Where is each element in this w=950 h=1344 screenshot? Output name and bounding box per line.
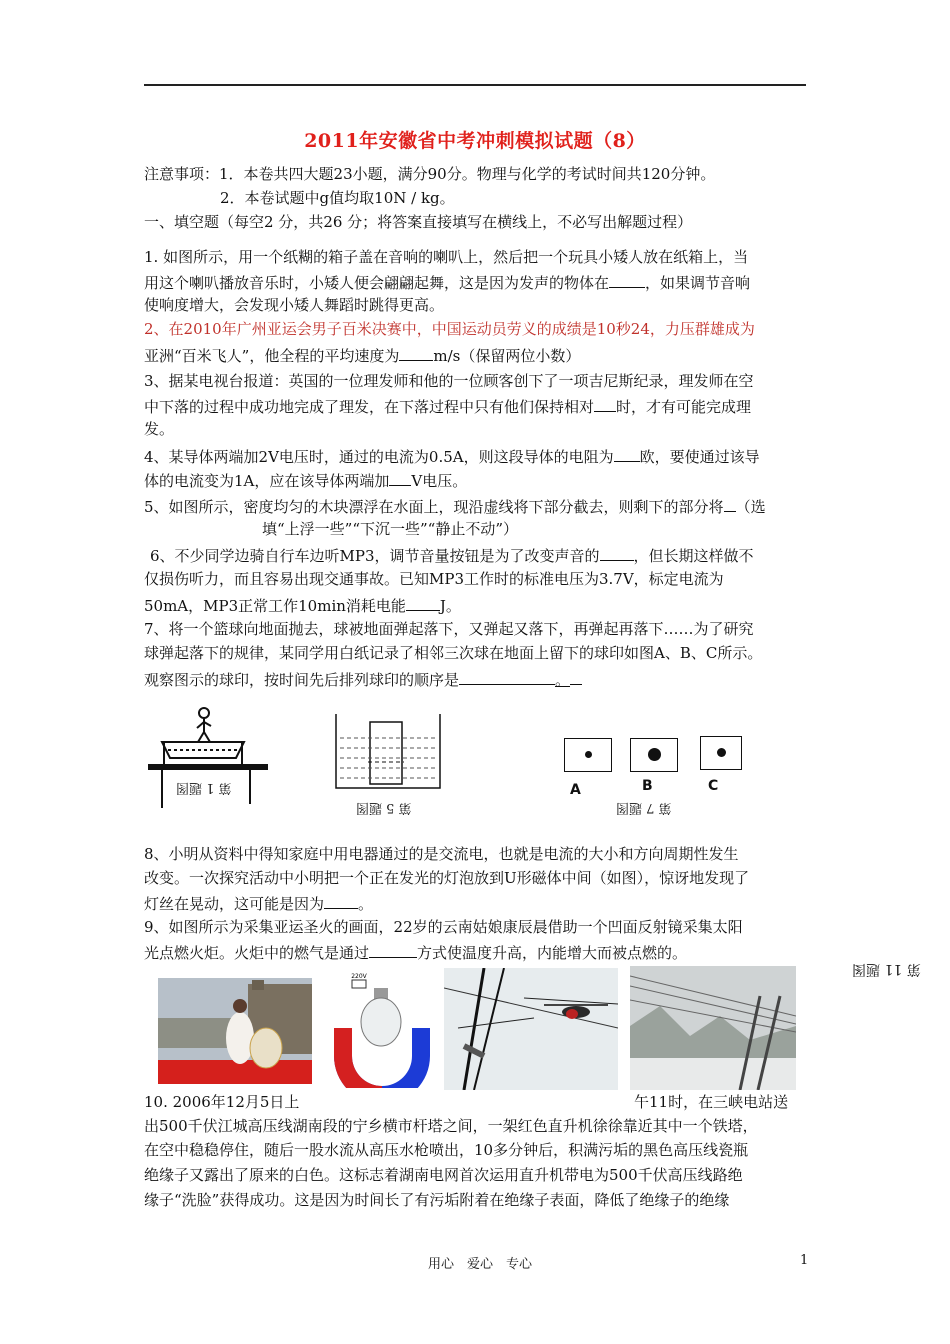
q9-line-a: 9、如图所示为采集亚运圣火的画面，22岁的云南姑娘康辰晨借助一个凹面反射镜采集太阳 <box>144 918 743 936</box>
q10-line-d: 绝缘子又露出了原来的白色。这标志着湖南电网首次运用直升机带电为500千伏高压线路绝 <box>144 1166 743 1184</box>
q1-line-a: 1. 如图所示，用一个纸糊的箱子盖在音响的喇叭上，然后把一个玩具小矮人放在纸箱上，当 <box>144 248 749 266</box>
q10-line-e: 缘子“洗脸”获得成功。这是因为时间长了有污垢附着在绝缘子表面，降低了绝缘子的绝缘 <box>144 1191 730 1209</box>
q7-line-a: 7、将一个篮球向地面抛去，球被地面弹起落下，又弹起又落下，再弹起再落下……为了研究 <box>144 620 754 638</box>
answer-blank[interactable] <box>406 596 440 611</box>
q8-line-a: 8、小明从资料中得知家庭中用电器通过的是交流电，也就是电流的大小和方向周期性发生 <box>144 845 739 863</box>
torch-lighting-photo <box>158 978 312 1084</box>
ball-print-c <box>700 736 742 770</box>
q8-line-b: 改变。一次探究活动中小明把一个正在发光的灯泡放到U形磁体中间（如图），惊讶地发现了 <box>144 869 750 887</box>
q2-line-b: 亚洲“百米飞人”，他全程的平均速度为 m/s（保留两位小数） <box>144 347 581 365</box>
q2-line-a: 2、在2010年广州亚运会男子百米决赛中，中国运动员劳义的成绩是10秒24，力压群雄成为 <box>144 320 755 338</box>
q10-line-b: 出500千伏江城高压线湖南段的宁乡横市杆塔之间，一架红色直升机徐徐靠近其中一个铁塔， <box>144 1117 758 1135</box>
q3-line-a: 3、据某电视台报道：英国的一位理发师和他的一位顾客创下了一项吉尼斯纪录，理发师在空 <box>144 372 754 390</box>
label-b: B <box>642 778 653 794</box>
answer-blank[interactable] <box>594 397 616 412</box>
q7-line-c: 观察图示的球印，按时间先后排列球印的顺序是 。 <box>144 670 582 688</box>
q5-line-a: 5、如图所示，密度均匀的木块漂浮在水面上，现沿虚线将下部分截去，则剩下的部分将 （选 <box>144 498 766 516</box>
q5-line-b: 填“上浮一些”“下沉一些”“静止不动”） <box>262 520 519 538</box>
q7-line-b: 球弹起落下的规律，某同学用白纸记录了相邻三次球在地面上留下的球印如图A、B、C所示。 <box>144 644 763 662</box>
answer-blank[interactable] <box>600 546 634 561</box>
answer-blank[interactable] <box>389 471 411 486</box>
figure-1-caption: 第 1 题图 <box>176 780 232 795</box>
helicopter-power-line-photo <box>444 968 618 1090</box>
figure-7-caption: 第 7 题图 <box>616 800 672 815</box>
svg-text:220V: 220V <box>351 973 367 980</box>
answer-blank[interactable] <box>614 447 640 462</box>
q10-line-a: 10. 2006年12月5日上 <box>144 1093 300 1111</box>
label-a: A <box>570 782 581 798</box>
label-c: C <box>708 778 719 794</box>
ball-print-a <box>564 738 612 772</box>
figure-5-floating-block <box>330 710 446 792</box>
bulb-magnet-diagram <box>324 970 440 1088</box>
q6-line-b: 仅损伤听力，而且容易出现交通事故。已知MP3工作时的标准电压为3.7V，标定电流为 <box>144 570 724 588</box>
ball-print-b <box>630 738 678 772</box>
q4-line-b: 体的电流变为1A，应在该导体两端加 V电压。 <box>144 472 468 490</box>
answer-blank[interactable] <box>369 943 417 958</box>
q8-line-c: 灯丝在晃动，这可能是因为 。 <box>144 895 374 913</box>
footer-motto: 用心 爱心 专心 <box>428 1257 533 1272</box>
notes-line-2: 2．本卷试题中g值均取10N / kg。 <box>220 189 455 207</box>
figure-11-caption: 第 11 题图 <box>852 961 921 977</box>
q3-line-b: 中下落的过程中成功地完成了理发，在下落过程中只有他们保持相对 时，才有可能完成理 <box>144 398 752 416</box>
q1-line-b: 用这个喇叭播放音乐时，小矮人便会翩翩起舞，这是因为发声的物体在 ，如果调节音响 <box>144 274 751 292</box>
answer-blank[interactable] <box>399 346 433 361</box>
q10-line-a2: 午11时，在三峡电站送 <box>634 1093 789 1111</box>
q9-line-b: 光点燃火炬。火炬中的燃气是通过 方式使温度升高，内能增大而被点燃的。 <box>144 944 688 962</box>
q4-line-a: 4、某导体两端加2V电压时，通过的电流为0.5A，则这段导体的电阻为 欧，要使通过该导 <box>144 448 760 466</box>
q1-line-c: 使响度增大，会发现小矮人舞蹈时跳得更高。 <box>144 296 445 314</box>
figure-5-caption: 第 5 题图 <box>356 800 412 815</box>
answer-blank[interactable] <box>459 670 555 685</box>
notes-line-1: 注意事项：1．本卷共四大题23小题，满分90分。物理与化学的考试时间共120分钟。 <box>144 165 716 183</box>
header-rule <box>144 84 806 86</box>
answer-blank[interactable] <box>724 497 736 512</box>
page-number: 1 <box>800 1253 809 1268</box>
page-title: 2011年安徽省中考冲刺模拟试题（8） <box>304 130 646 152</box>
q6-line-c: 50mA，MP3正常工作10min消耗电能 J。 <box>144 597 461 615</box>
section-heading: 一、填空题（每空2 分，共26 分；将答案直接填写在横线上，不必写出解题过程） <box>144 213 693 231</box>
q3-line-c: 发。 <box>144 420 175 438</box>
answer-blank[interactable] <box>609 273 645 288</box>
frozen-power-lines-photo <box>630 966 796 1090</box>
q10-line-c: 在空中稳稳停住，随后一股水流从高压水枪喷出，10多分钟后，积满污垢的黑色高压线瓷瓶 <box>144 1141 749 1159</box>
answer-blank[interactable] <box>324 894 358 909</box>
q6-line-a: 6、不少同学边骑自行车边听MP3，调节音量按钮是为了改变声音的 ，但长期这样做不 <box>150 547 754 565</box>
